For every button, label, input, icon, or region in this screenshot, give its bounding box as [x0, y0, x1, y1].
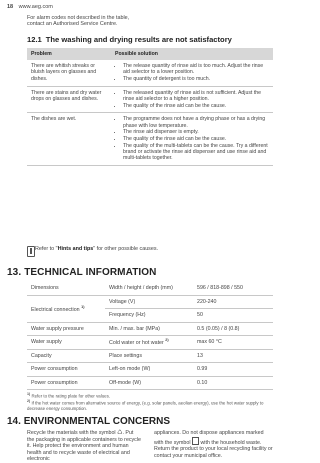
- section-title: TECHNICAL INFORMATION: [24, 267, 157, 278]
- env-text: . Put the packaging in applicable containers to recycle it. Help protect the environment and human health and to recycle waste of electrical and electronic: [27, 430, 141, 462]
- solution-list: [115, 116, 269, 161]
- list-item: • The quality of the multi-tablets can be the cause. Try a different brand or activate the rinse aid dispenser and use rinse aid and multi-tablets together.: [123, 143, 269, 162]
- spec-value: 0.10: [193, 376, 273, 390]
- section-number: 12.1: [27, 35, 42, 44]
- problem-cell: There are stains and dry water drops on glasses and dishes.: [27, 86, 111, 113]
- col-problem-header: Problem: [27, 48, 111, 60]
- note-prefix: Refer to ": [35, 246, 58, 252]
- env-text: appliances. Do not dispose appliances marked with the symbol: [154, 430, 264, 446]
- table-row: [27, 295, 273, 309]
- list-item: • The quality of the rinse aid can be the cause.: [123, 103, 269, 109]
- list-item: • The rinse aid dispenser is empty.: [123, 129, 269, 135]
- solution-cell: [111, 86, 273, 113]
- footnote-2-line: [27, 399, 275, 411]
- table-row: [27, 60, 273, 86]
- spec-key: Electrical connection $^{1)}$: [27, 295, 105, 322]
- env-text: with the household waste. Return the product to your local recycling facility or contact your municipal office.: [154, 439, 273, 459]
- spec-value: 13: [193, 349, 273, 363]
- list-item: • The programme does not have a drying phase or has a drying phase with low temperature.: [123, 116, 269, 128]
- spec-key: Water supply: [27, 336, 105, 350]
- problem-cell: There are whitish streaks or bluish layers on glasses and dishes.: [27, 60, 111, 86]
- section-14-heading: [7, 416, 170, 427]
- spec-sub: Left-on mode (W): [105, 363, 193, 377]
- intro-text: For alarm codes not described in the table, contact an Authorised Service Centre.: [27, 15, 130, 28]
- spec-sub: Place settings: [105, 349, 193, 363]
- spec-key: Power consumption: [27, 363, 105, 377]
- spec-value: 596 / 818-898 / 550: [193, 282, 273, 295]
- problem-table: [27, 48, 273, 166]
- table-row: [27, 349, 273, 363]
- footnote-mark: 1): [81, 304, 85, 309]
- list-item: • The release quantity of rinse aid is too much. Adjust the rinse aid selector to a lower position.: [123, 63, 269, 75]
- table-row: [27, 336, 273, 350]
- site-url[interactable]: www.aeg.com: [18, 4, 53, 10]
- table-row: [27, 376, 273, 390]
- section-number: 13.: [7, 267, 22, 278]
- list-item: • The quantity of detergent is too much.: [123, 76, 269, 82]
- spec-key: Capacity: [27, 349, 105, 363]
- list-item: • The quality of the rinse aid can be the cause.: [123, 136, 269, 142]
- spec-value: 0.5 (0.05) / 8 (0.8): [193, 322, 273, 336]
- spec-sub: Cold water or hot water $^{2)}$: [105, 336, 193, 350]
- page-number: 18: [7, 4, 14, 10]
- section-12-1-heading: [27, 35, 232, 44]
- spec-sub: Frequency (Hz): [105, 309, 193, 323]
- spec-value: 220-240: [193, 295, 273, 309]
- footnote-mark: 1): [27, 392, 31, 396]
- col-solution-header: Possible solution: [111, 48, 273, 60]
- footnote-1-line: [27, 392, 275, 399]
- hints-and-tips-link[interactable]: Hints and tips: [57, 246, 94, 252]
- spec-sub: Min. / max. bar (MPa): [105, 322, 193, 336]
- spec-key: Power consumption: [27, 376, 105, 390]
- spec-sub: Width / height / depth (mm): [105, 282, 193, 295]
- note-text: [35, 246, 165, 252]
- spec-value: max 60 °C: [193, 336, 273, 350]
- section-title: The washing and drying results are not satisfactory: [45, 35, 232, 44]
- footnote-mark: 2): [165, 338, 169, 343]
- spec-key: Dimensions: [27, 282, 105, 295]
- table-row: [27, 322, 273, 336]
- page-header: [7, 4, 53, 10]
- solution-list: [115, 63, 269, 82]
- problem-cell: The dishes are wet.: [27, 113, 111, 165]
- table-row: [27, 363, 273, 377]
- technical-info-table: [27, 282, 273, 390]
- environment-left-column: [27, 430, 142, 463]
- footnote-text: Refer to the rating plate for other values.: [31, 393, 111, 399]
- spec-value: 0.99: [193, 363, 273, 377]
- footnote-mark: 2): [27, 399, 31, 403]
- recycle-symbol-icon: ♺: [117, 430, 123, 436]
- note-suffix: " for other possible causes.: [93, 246, 159, 252]
- env-text: Recycle the materials with the symbol: [27, 430, 116, 436]
- spec-value: 50: [193, 309, 273, 323]
- table-header-row: [27, 48, 273, 60]
- info-icon: [27, 246, 35, 257]
- table-row: [27, 113, 273, 165]
- table-row: [27, 86, 273, 113]
- crossed-bin-icon: [192, 437, 199, 445]
- section-13-heading: [7, 267, 156, 278]
- solution-cell: [111, 60, 273, 86]
- section-number: 14.: [7, 416, 21, 427]
- spec-key: Water supply pressure: [27, 322, 105, 336]
- list-item: • The released quantity of rinse aid is not sufficient. Adjust the rinse aid selector to a higher position.: [123, 90, 269, 102]
- table-row: [27, 282, 273, 295]
- solution-cell: [111, 113, 273, 165]
- section-title: ENVIRONMENTAL CONCERNS: [23, 416, 170, 427]
- environment-right-column: [154, 430, 274, 459]
- spec-sub: Voltage (V): [105, 295, 193, 309]
- footnote-text: If the hot water comes from alternative source of energy, (e.g. solar panels, aeolian energy), use the hot water supply to decrease energy consumption.: [27, 400, 264, 411]
- spec-sub: Off-mode (W): [105, 376, 193, 390]
- solution-list: [115, 90, 269, 109]
